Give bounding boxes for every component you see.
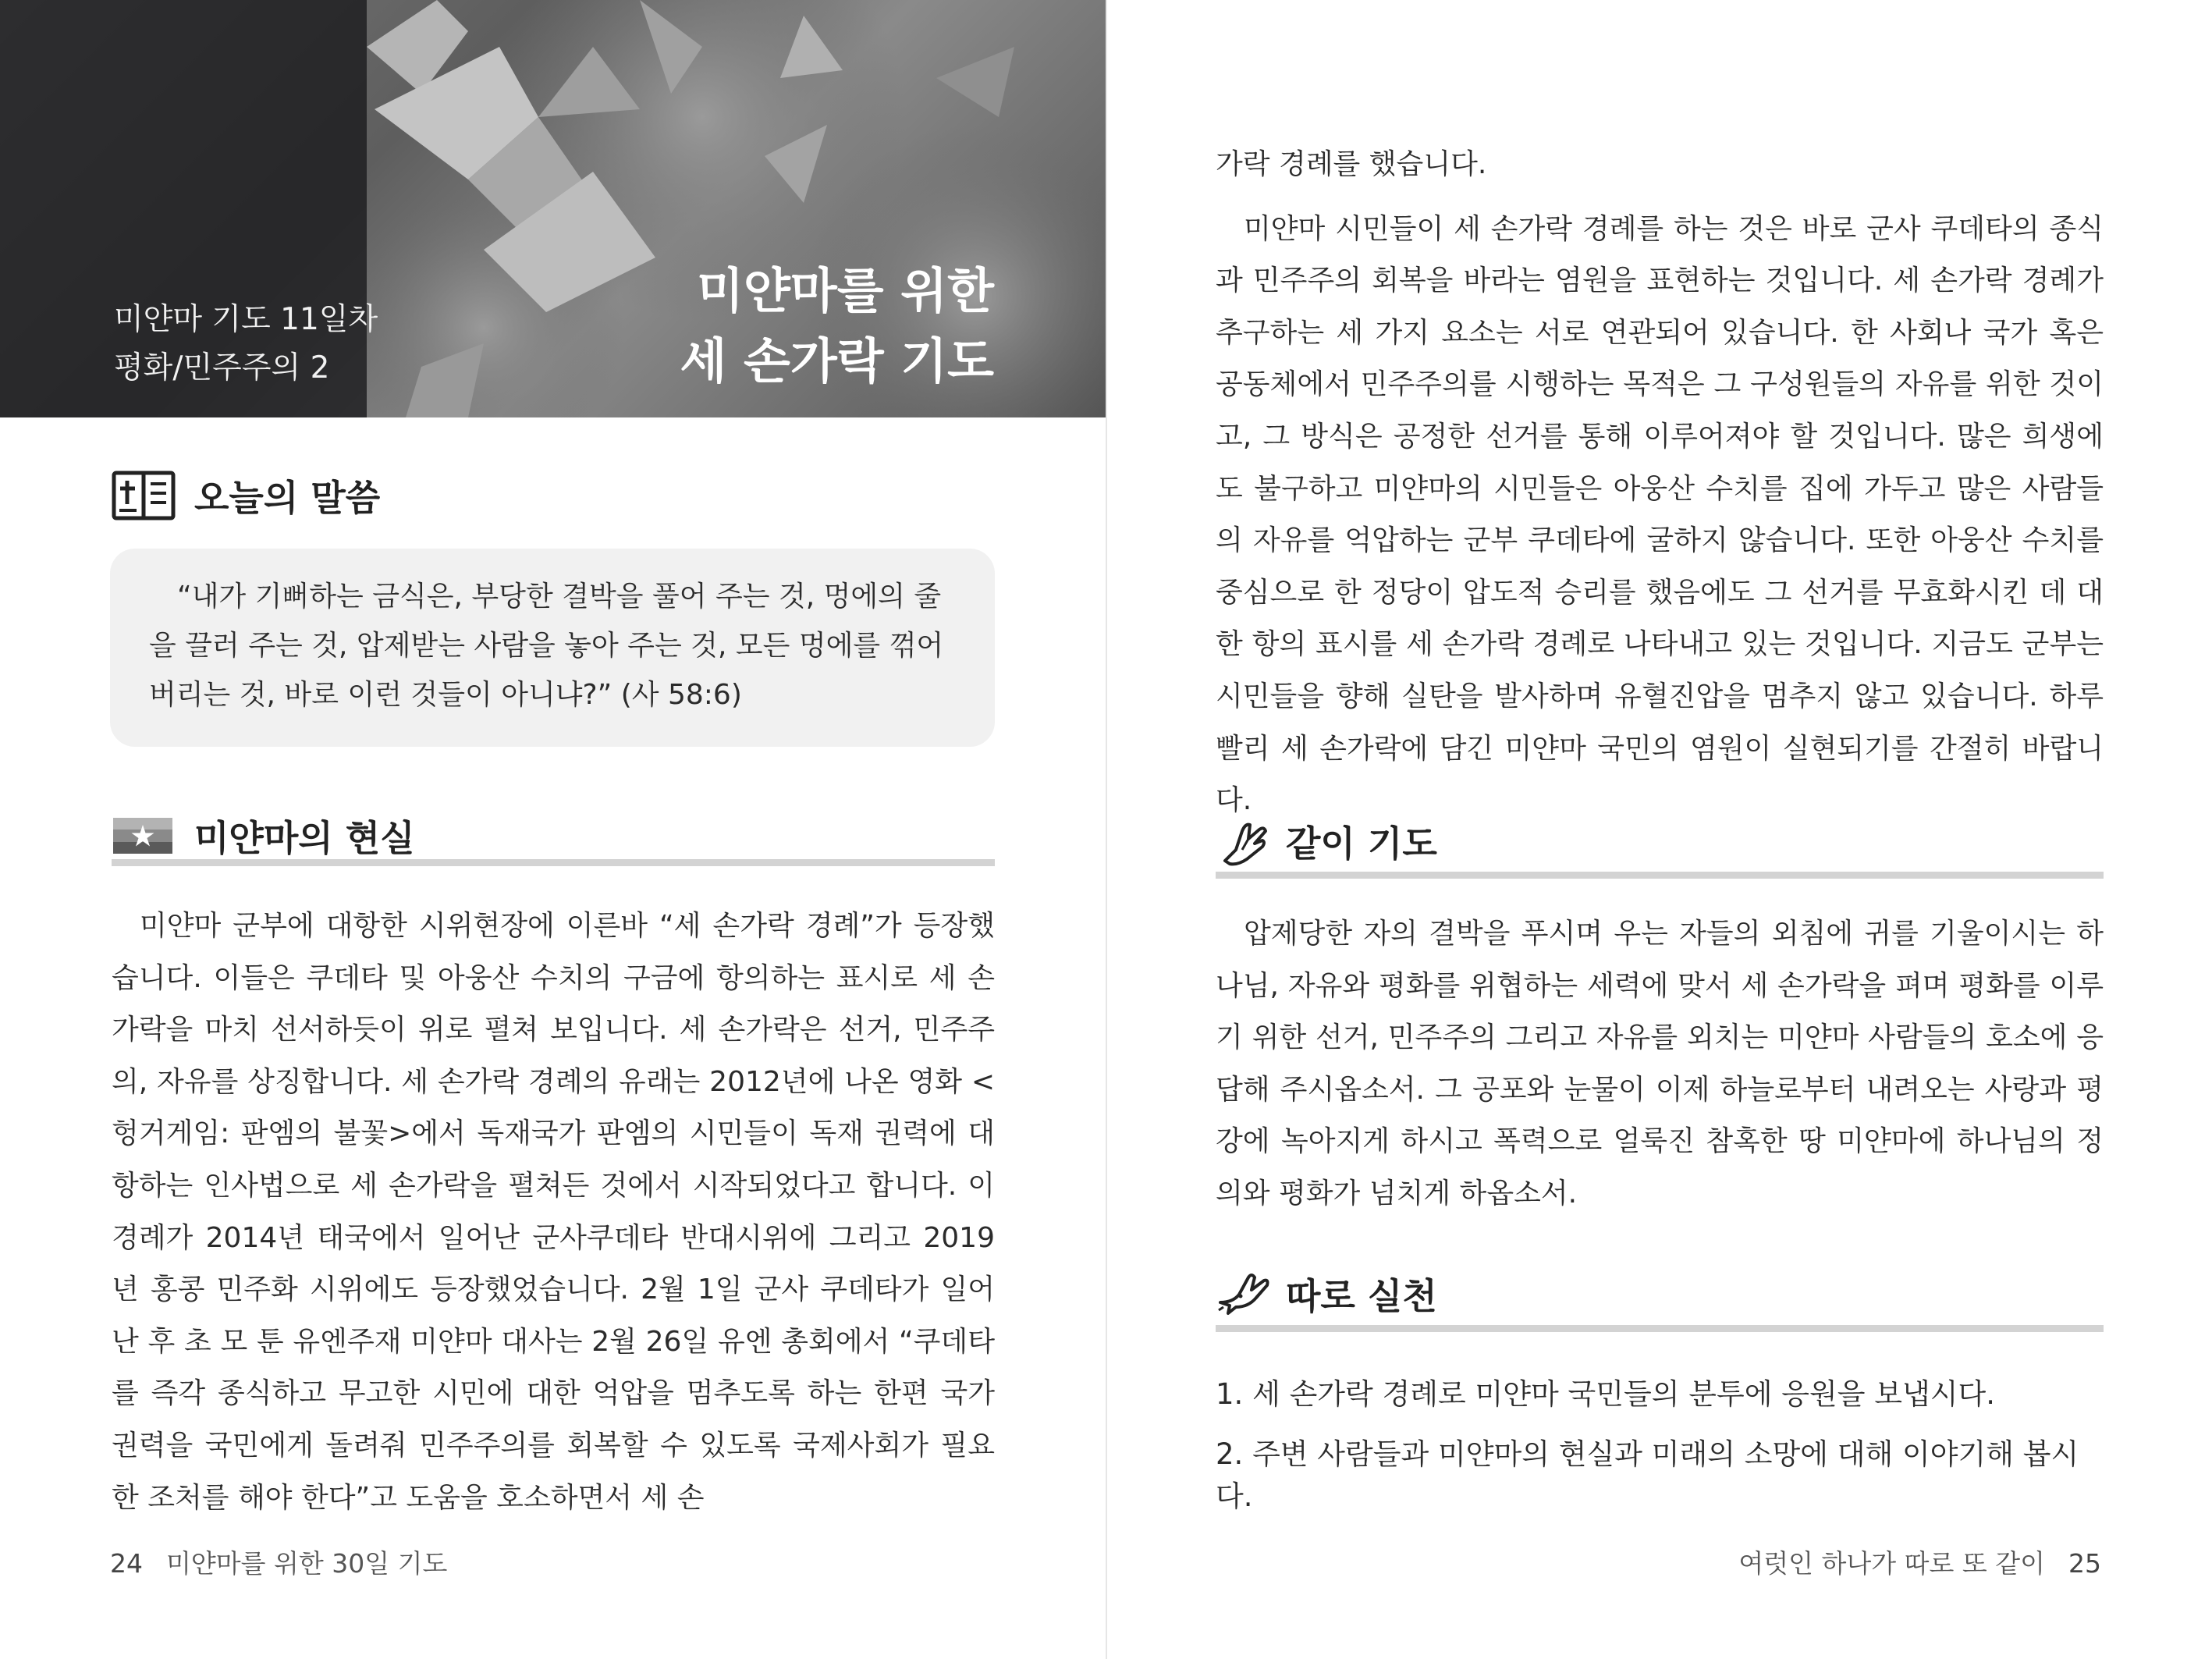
title-line-2: 세 손가락 기도 <box>680 332 994 389</box>
left-page-number: 24 <box>110 1548 143 1579</box>
dove-icon <box>1217 1271 1272 1316</box>
right-footer <box>1738 1544 2101 1580</box>
practice-section-title: 따로 실천 <box>1286 1275 1437 1317</box>
day-label: 미얀마 기도 11일차 <box>114 302 378 337</box>
continued-paragraph-2: 미얀마 시민들이 세 손가락 경례를 하는 것은 바로 군사 쿠데타의 종식과 민주주의 회복을 바라는 염원을 표현하는 것입니다. 세 손가락 경례가 추구하는 세 가지 요소는 서로 연관되어 있습니다. 한 사회나 국가 혹은 공동체에서 민주주의를 시행하는 목적은 그 구성원들의 자유를 위한 것이고, 그 방식은 공정한 선거를 통해 이루어져야 할 것입니다. 많은 희생에도 불구하고 미얀마의 시민들은 아웅산 수치를 집에 가두고 많은 사람들의 자유를 억압하는 군부 쿠데타에 굴하지 않습니다. 또한 아웅산 수치를 중심으로 한 정당이 압도적 승리를 했음에도 그 선거를 무효화시킨 데 대한 항의 표시를 세 손가락 경례로 나타내고 있는 것입니다. 지금도 군부는 시민들을 향해 실탄을 발사하며 유혈진압을 멈추지 않고 있습니다. 하루 빨리 세 손가락에 담긴 미얀마 국민의 염원이 실현되기를 간절히 바랍니다. <box>1216 212 2104 817</box>
scripture-quote: “내가 기뻐하는 금식은, 부당한 결박을 풀어 주는 것, 멍에의 줄을 끌러 주는 것, 압제받는 사람을 놓아 주는 것, 모든 멍에를 꺾어 버리는 것, 바로 이런 것들이 아니냐?” (사 58:6) <box>149 581 944 711</box>
left-footer <box>110 1544 447 1580</box>
prayer-body <box>1216 908 2104 1220</box>
practice-item-2: 2. 주변 사람들과 미얀마의 현실과 미래의 소망에 대해 이야기해 봅시다. <box>1216 1437 2079 1513</box>
bible-icon <box>112 468 176 523</box>
prayer-section-title: 같이 기도 <box>1286 822 1437 865</box>
myanmar-flag-icon <box>113 818 172 854</box>
prayer-section-rule <box>1216 872 2104 879</box>
right-page-number: 25 <box>2068 1548 2101 1579</box>
reality-section-heading <box>113 810 415 861</box>
title-line-1: 미얀마를 위한 <box>697 262 994 319</box>
practice-item-1: 1. 세 손가락 경례로 미얀마 국민들의 분투에 응원을 보냅시다. <box>1216 1377 1995 1411</box>
continued-paragraph-1: 가락 경례를 했습니다. <box>1216 148 1487 180</box>
word-section-heading <box>112 468 380 523</box>
prayer-section-heading <box>1219 815 1437 867</box>
reality-body <box>112 901 995 1524</box>
reality-section-title: 미얀마의 현실 <box>194 817 415 859</box>
reality-paragraph: 미얀마 군부에 대항한 시위현장에 이른바 “세 손가락 경례”가 등장했습니다. 이들은 쿠데타 및 아웅산 수치의 구금에 항의하는 표시로 세 손가락을 마치 선서하듯이 위로 펼쳐 보입니다. 세 손가락은 선거, 민주주의, 자유를 상징합니다. 세 손가락 경례의 유래는 2012년에 나온 영화 <헝거게임: 판엠의 불꽃>에서 독재국가 판엠의 시민들이 독재 권력에 대항하는 인사법으로 세 손가락을 펼쳐든 것에서 시작되었다고 합니다. 이 경례가 2014년 태국에서 일어난 군사쿠데타 반대시위에 그리고 2019년 홍콩 민주화 시위에도 등장했었습니다. 2월 1일 군사 쿠데타가 일어난 후 초 모 툰 유엔주재 미얀마 대사는 2월 26일 유엔 총회에서 “쿠데타를 즉각 종식하고 무고한 시민에 대한 억압을 멈추도록 하는 한편 국가 권력을 국민에게 돌려줘 민주주의를 회복할 수 있도록 국제사회가 필요한 조처를 해야 한다”고 도움을 호소하면서 세 손 <box>112 910 995 1514</box>
practice-section-rule <box>1216 1325 2104 1332</box>
practice-section-heading <box>1217 1268 1437 1320</box>
word-section-title: 오늘의 말씀 <box>194 477 381 519</box>
prayer-paragraph: 압제당한 자의 결박을 푸시며 우는 자들의 외침에 귀를 기울이시는 하나님, 자유와 평화를 위협하는 세력에 맞서 세 손가락을 펴며 평화를 이루기 위한 선거, 민주주의 그리고 자유를 외치는 미얀마 사람들의 호소에 응답해 주시옵소서. 그 공포와 눈물이 이제 하늘로부터 내려오는 사랑과 평강에 녹아지게 하시고 폭력으로 얼룩진 참혹한 땅 미얀마에 하나님의 정의와 평화가 넘치게 하옵소서. <box>1216 918 2104 1210</box>
book-subtitle: 여럿인 하나가 따로 또 같이 <box>1738 1548 2045 1579</box>
book-title: 미얀마를 위한 30일 기도 <box>166 1548 448 1579</box>
page-title <box>510 256 994 396</box>
reality-section-rule <box>112 859 995 866</box>
scripture-quote-box <box>110 549 995 747</box>
header-image <box>0 0 1106 417</box>
continued-body <box>1216 139 2104 827</box>
theme-label: 평화/민주주의 2 <box>114 350 330 385</box>
praying-hands-icon <box>1219 815 1270 867</box>
